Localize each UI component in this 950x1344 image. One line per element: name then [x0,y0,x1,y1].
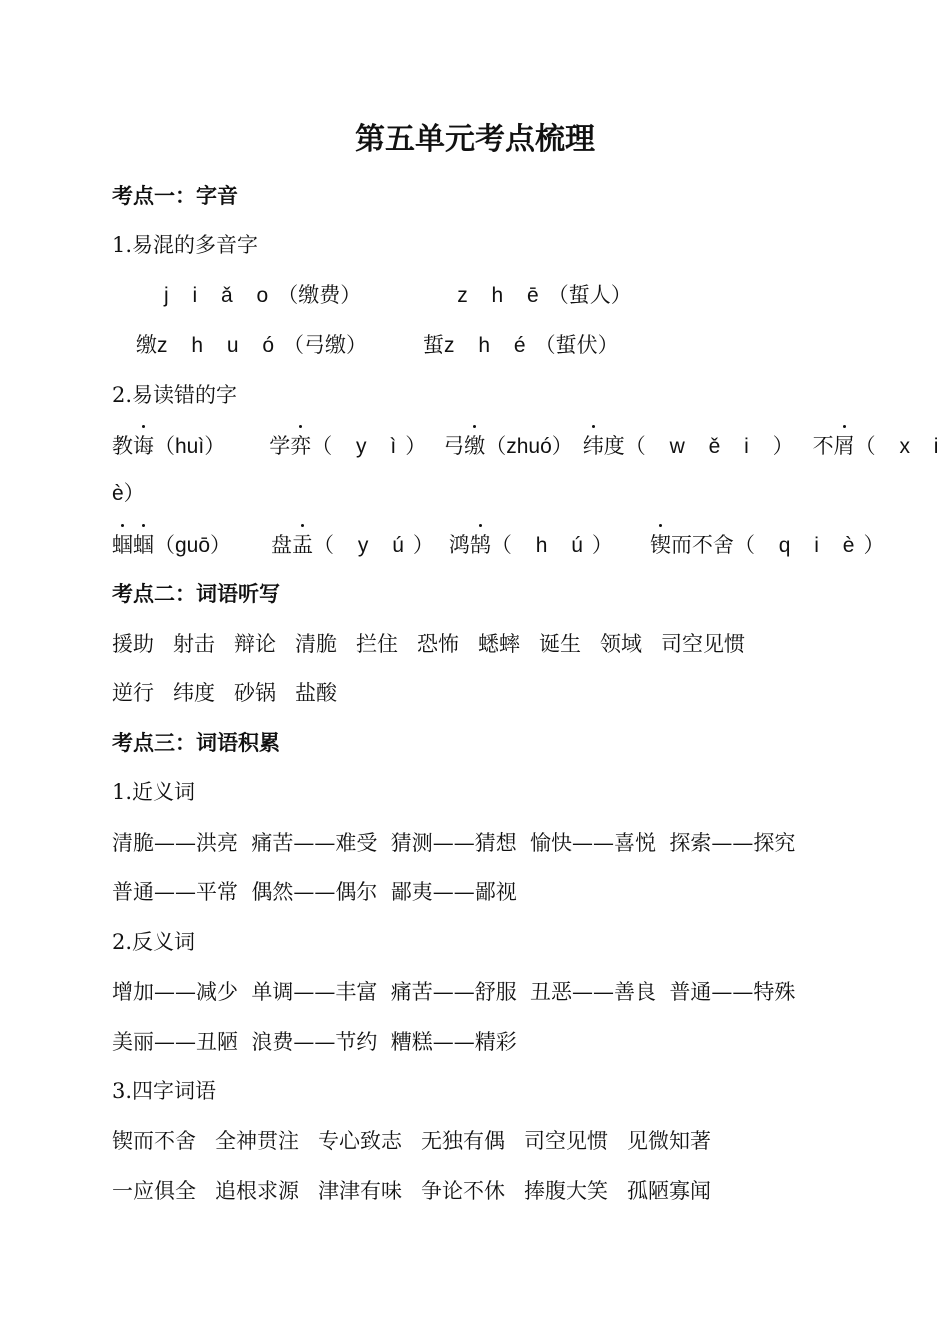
misread-jiaohui: 教诲（huì） [112,434,225,458]
section2-heading: 考点二：词语听写 [112,582,280,606]
word-zheren: （蜇人） [547,283,632,307]
idiom-item: 专心致志 [318,1129,402,1153]
misread-row-1-continued: è） [112,482,145,505]
misread-panyu: 盘盂（ y ú） [271,533,443,557]
word-jiaofei: （缴费） [277,283,362,307]
word-zhefu: （蜇伏） [534,333,619,357]
idiom-item: 见微知著 [627,1129,711,1153]
pinyin-zhe2: z h é [444,334,535,357]
idioms-row-2 [112,1176,730,1206]
misread-row-2 [112,530,893,561]
dictation-row-2 [112,678,356,708]
synonyms-row-2: 普通——平常 偶然——偶尔 鄙夷——鄙视 [112,880,517,904]
word-item: 射击 [173,632,215,656]
polyphone-row-1 [112,280,632,311]
word-item: 拦住 [356,632,398,656]
antonyms-row-1: 增加——减少 单调——丰富 痛苦——舒服 丑恶——善良 普通——特殊 [112,980,796,1004]
idioms-title: 3.四字词语 [112,1079,217,1103]
synonyms-title: 1.近义词 [112,780,196,804]
word-item: 辩论 [234,632,276,656]
idiom-item: 全神贯注 [215,1129,299,1153]
misread-honghu: 鸿鹄（ h ú） [449,533,622,557]
misread-buxie: 不屑（ x i [813,434,948,458]
page-title: 第五单元考点梳理 [355,122,595,157]
dictation-row-1 [112,629,764,659]
synonyms-row-1: 清脆——洪亮 痛苦——难受 猜测——猜想 愉快——喜悦 探索——探究 [112,831,796,855]
pinyin-zhuo: z h u ó [157,334,284,357]
misread-weidu: 纬度（ w ě i ） [583,434,803,458]
idiom-item: 一应俱全 [112,1179,196,1203]
idiom-item: 无独有偶 [421,1129,505,1153]
idiom-item: 争论不休 [421,1179,505,1203]
antonyms-row-2: 美丽——丑陋 浪费——节约 糟糕——精彩 [112,1030,517,1054]
misread-qieerbushe: 锲而不舍（ q i è） [650,533,894,557]
word-item: 逆行 [112,681,154,705]
misread-gongzhuo: 弓缴（zhuó） [443,434,573,458]
char-zhuo: 缴 [136,333,157,357]
word-item: 蟋蟀 [478,632,520,656]
idiom-item: 津津有味 [318,1179,402,1203]
idiom-item: 孤陋寡闻 [627,1179,711,1203]
section1-sub2: 2.易读错的字 [112,383,238,407]
word-item: 纬度 [173,681,215,705]
misread-guoguo: 蝈蝈（guō） [112,533,231,557]
misread-row-1 [112,431,947,462]
pinyin-jiao: j i ǎ o [164,284,278,307]
word-item: 砂锅 [234,681,276,705]
word-item: 盐酸 [295,681,337,705]
word-item: 恐怖 [417,632,459,656]
idioms-row-1 [112,1126,730,1156]
polyphone-row-2 [112,330,619,361]
misread-xueyi: 学弈（ y ì） [269,434,435,458]
idiom-item: 锲而不舍 [112,1129,196,1153]
section3-heading: 考点三：词语积累 [112,731,280,755]
idiom-item: 追根求源 [215,1179,299,1203]
word-item: 领域 [600,632,642,656]
word-item: 清脆 [295,632,337,656]
antonyms-title: 2.反义词 [112,930,196,954]
word-gongzhuo: （弓缴） [283,333,368,357]
section1-sub1: 1.易混的多音字 [112,233,259,257]
pinyin-zhe1: z h ē [457,284,548,307]
word-item: 诞生 [539,632,581,656]
word-item: 援助 [112,632,154,656]
idiom-item: 司空见惯 [524,1129,608,1153]
section1-heading: 考点一：字音 [112,184,238,208]
word-item: 司空见惯 [661,632,745,656]
char-zhe2: 蜇 [423,333,445,357]
idiom-item: 捧腹大笑 [524,1179,608,1203]
